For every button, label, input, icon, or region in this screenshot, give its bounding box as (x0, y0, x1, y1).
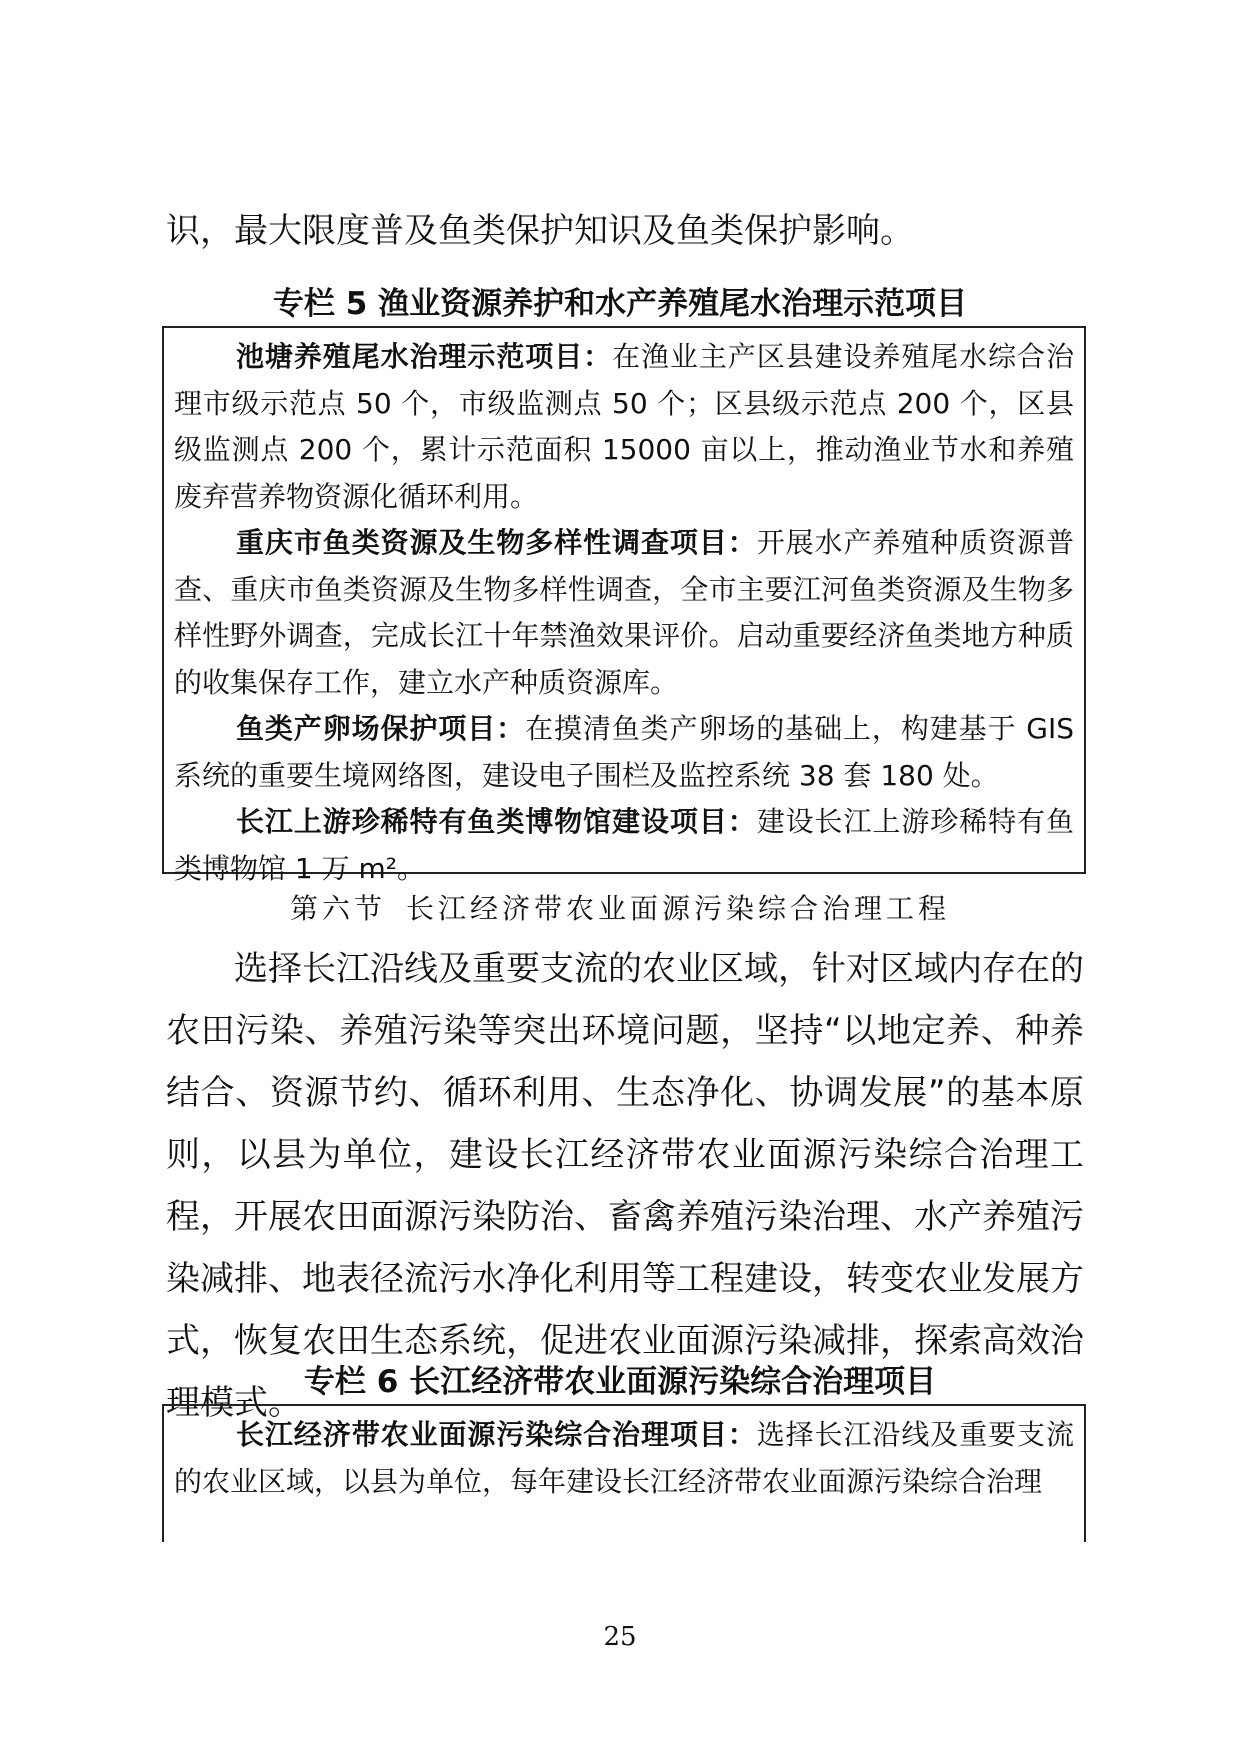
box5-item-lead: 重庆市鱼类资源及生物多样性调查项目： (236, 526, 757, 559)
box5-item (174, 520, 1074, 706)
section-number: 第六节 (289, 892, 386, 925)
box6-frame (162, 1404, 1086, 1542)
box6-item-text: 选择长江沿线及重要支流的农业区域，以县为单位，每年建设长江经济带农业面源污染综合治理 (174, 1418, 1074, 1498)
box6-item-lead: 长江经济带农业面源污染综合治理项目： (236, 1418, 757, 1451)
box5-item-text: 在渔业主产区县建设养殖尾水综合治理市级示范点 50 个，市级监测点 50 个；区县级示范点 200 个，区县级监测点 200 个，累计示范面积 15000 亩以上，推动渔业节水和养殖废弃营养物资源化循环利用。 (174, 340, 1074, 513)
box5-item (174, 334, 1074, 520)
box5-item (174, 706, 1074, 799)
box5-item-lead: 长江上游珍稀特有鱼类博物馆建设项目： (236, 805, 757, 838)
box5-title: 专栏 5 渔业资源养护和水产养殖尾水治理示范项目 (272, 286, 968, 322)
box6-item (174, 1412, 1074, 1505)
section-heading (140, 889, 1100, 929)
box5-item-text: 开展水产养殖种质资源普查、重庆市鱼类资源及生物多样性调查，全市主要江河鱼类资源及生物多样性野外调查，完成长江十年禁渔效果评价。启动重要经济鱼类地方种质的收集保存工作，建立水产种质资源库。 (174, 526, 1074, 699)
box5-item-text: 在摸清鱼类产卵场的基础上，构建基于 GIS 系统的重要生境网络图，建设电子围栏及监控系统 38 套 180 处。 (174, 712, 1074, 792)
box5-item-lead: 池塘养殖尾水治理示范项目： (236, 340, 613, 373)
box5-item-text: 建设长江上游珍稀特有鱼类博物馆 1 万 m²。 (174, 805, 1074, 885)
opening-line: 识，最大限度普及鱼类保护知识及鱼类保护影响。 (166, 211, 914, 251)
box5-item (174, 799, 1074, 892)
box6-title: 专栏 6 长江经济带农业面源污染综合治理项目 (303, 1364, 937, 1400)
section-title: 长江经济带农业面源污染综合治理工程 (406, 892, 951, 925)
body-paragraph: 选择长江沿线及重要支流的农业区域，针对区域内存在的农田污染、养殖污染等突出环境问题，坚持“以地定养、种养结合、资源节约、循环利用、生态净化、协调发展”的基本原则，以县为单位，建设长江经济带农业面源污染综合治理工程，开展农田面源污染防治、畜禽养殖污染治理、水产养殖污染减排、地表径流污水净化利用等工程建设，转变农业发展方式，恢复农田生态系统，促进农业面源污染减排，探索高效治理模式。 (166, 949, 1084, 1423)
page-number: 25 (603, 1622, 637, 1652)
box5-frame (162, 326, 1086, 885)
box5-item-lead: 鱼类产卵场保护项目： (236, 712, 526, 745)
